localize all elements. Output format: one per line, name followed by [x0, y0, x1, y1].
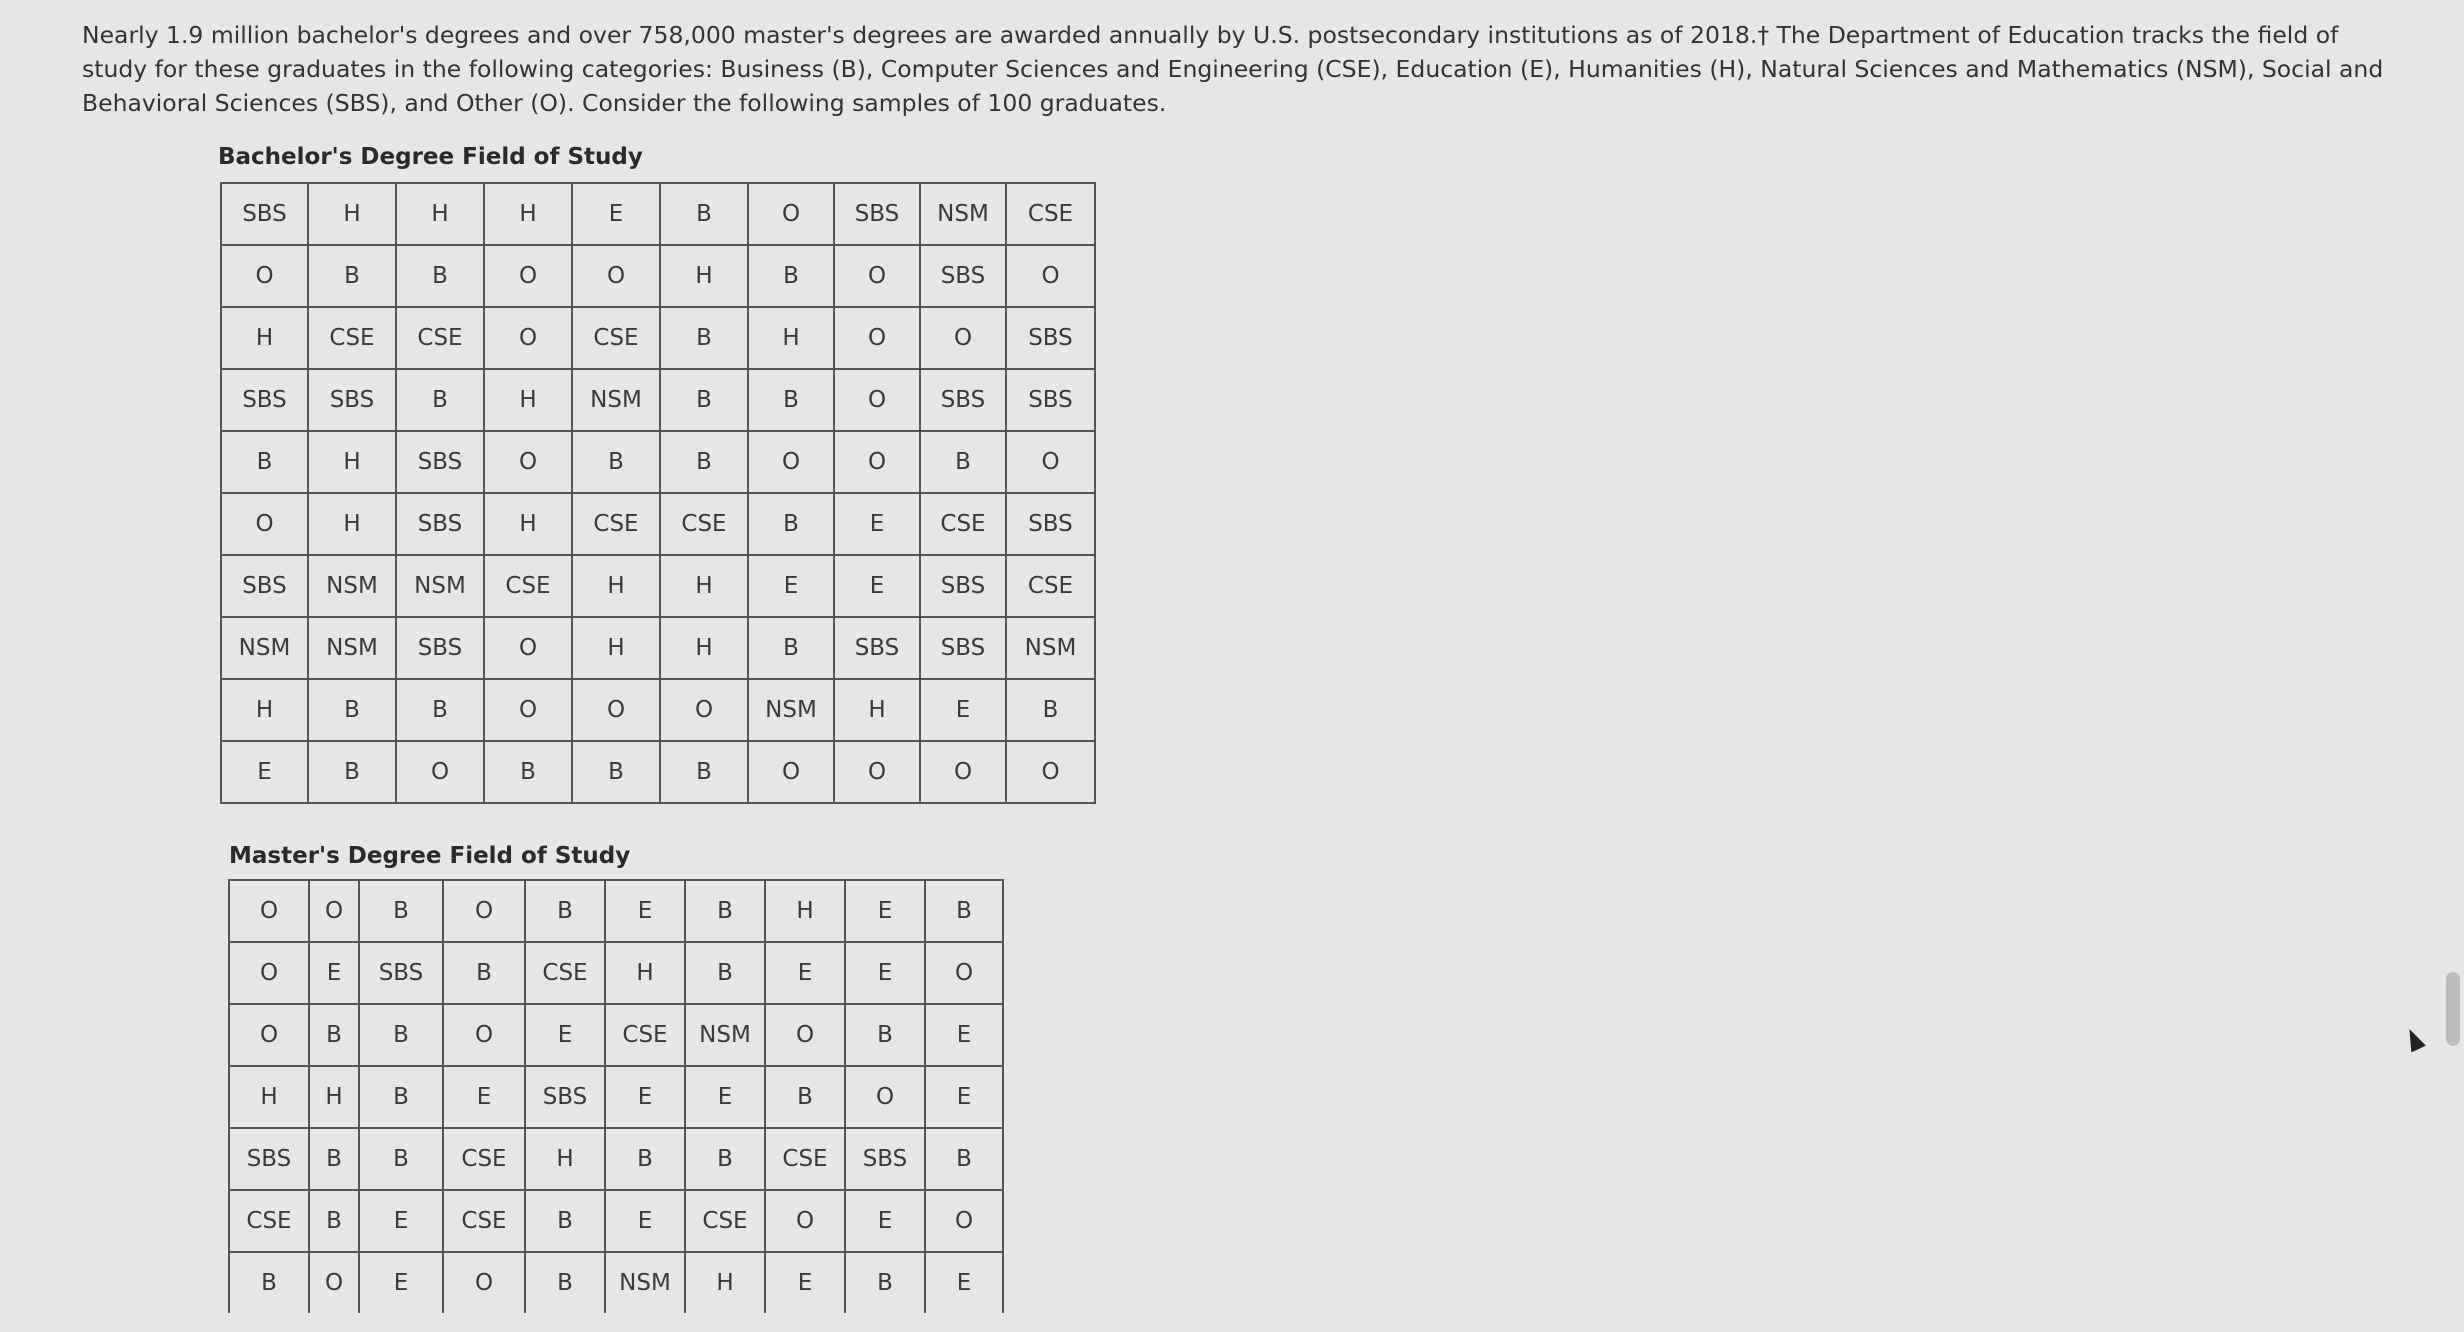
table-cell: H: [229, 1066, 309, 1128]
table-row: [229, 880, 1003, 942]
table-row: [229, 1252, 1003, 1313]
table-cell: O: [748, 741, 834, 803]
table-cell: H: [484, 369, 572, 431]
table-cell: NSM: [308, 555, 396, 617]
table-cell: CSE: [525, 942, 605, 1004]
table-cell: CSE: [308, 307, 396, 369]
table-cell: O: [309, 1252, 359, 1313]
table-cell: O: [443, 1004, 525, 1066]
table-cell: B: [484, 741, 572, 803]
table-cell: H: [660, 617, 748, 679]
table-cell: CSE: [765, 1128, 845, 1190]
table-cell: B: [748, 617, 834, 679]
table-cell: O: [229, 942, 309, 1004]
table-cell: O: [1006, 245, 1095, 307]
table-cell: B: [396, 245, 484, 307]
table-cell: O: [834, 741, 920, 803]
table-cell: SBS: [920, 369, 1006, 431]
table-cell: H: [605, 942, 685, 1004]
table-cell: O: [834, 369, 920, 431]
table-row: [221, 617, 1095, 679]
table-cell: SBS: [1006, 493, 1095, 555]
table-cell: SBS: [920, 245, 1006, 307]
table-cell: SBS: [1006, 307, 1095, 369]
table-cell: B: [660, 183, 748, 245]
table-cell: O: [309, 880, 359, 942]
table-cell: NSM: [685, 1004, 765, 1066]
table-cell: B: [748, 493, 834, 555]
table-cell: CSE: [484, 555, 572, 617]
table-cell: E: [309, 942, 359, 1004]
table-cell: E: [359, 1190, 443, 1252]
table-cell: O: [443, 1252, 525, 1313]
table-cell: E: [925, 1252, 1003, 1313]
table-cell: SBS: [396, 431, 484, 493]
table-cell: E: [765, 1252, 845, 1313]
table-row: [221, 183, 1095, 245]
table-cell: CSE: [605, 1004, 685, 1066]
table-row: [221, 741, 1095, 803]
table-cell: B: [748, 369, 834, 431]
table-cell: H: [221, 679, 308, 741]
table-cell: B: [221, 431, 308, 493]
table-row: [229, 1128, 1003, 1190]
table-cell: H: [309, 1066, 359, 1128]
table-cell: O: [920, 741, 1006, 803]
table-cell: SBS: [396, 617, 484, 679]
table-cell: O: [1006, 431, 1095, 493]
table-cell: O: [484, 307, 572, 369]
table-cell: NSM: [396, 555, 484, 617]
table-cell: H: [221, 307, 308, 369]
table-cell: O: [229, 880, 309, 942]
table-cell: SBS: [396, 493, 484, 555]
table-cell: B: [443, 942, 525, 1004]
table-cell: O: [443, 880, 525, 942]
table-cell: E: [443, 1066, 525, 1128]
table-cell: O: [748, 431, 834, 493]
table-cell: SBS: [221, 555, 308, 617]
table-cell: E: [834, 555, 920, 617]
table-cell: B: [309, 1190, 359, 1252]
table-cell: O: [572, 245, 660, 307]
table-cell: SBS: [920, 617, 1006, 679]
table-cell: B: [359, 1004, 443, 1066]
bachelor-degree-table: [220, 182, 1096, 804]
table-cell: E: [765, 942, 845, 1004]
table-cell: B: [748, 245, 834, 307]
table-cell: O: [834, 307, 920, 369]
table-cell: CSE: [443, 1128, 525, 1190]
table-row: [221, 307, 1095, 369]
table-cell: B: [359, 880, 443, 942]
table-cell: H: [572, 617, 660, 679]
table-cell: O: [660, 679, 748, 741]
table-cell: H: [660, 245, 748, 307]
table-row: [221, 431, 1095, 493]
scrollbar-thumb[interactable]: [2446, 972, 2460, 1046]
table-cell: H: [748, 307, 834, 369]
table-cell: O: [396, 741, 484, 803]
table-cell: O: [845, 1066, 925, 1128]
table-row: [221, 245, 1095, 307]
table-cell: H: [685, 1252, 765, 1313]
table-cell: CSE: [920, 493, 1006, 555]
table-cell: H: [308, 493, 396, 555]
table-cell: SBS: [229, 1128, 309, 1190]
table-cell: E: [920, 679, 1006, 741]
table-cell: B: [525, 1252, 605, 1313]
table-cell: E: [748, 555, 834, 617]
table-cell: B: [308, 245, 396, 307]
table-cell: CSE: [572, 307, 660, 369]
table-cell: O: [484, 617, 572, 679]
table-cell: E: [605, 1190, 685, 1252]
table-cell: O: [221, 245, 308, 307]
table-cell: E: [605, 1066, 685, 1128]
table-cell: H: [572, 555, 660, 617]
table-row: [221, 493, 1095, 555]
mouse-pointer-icon: [2402, 1026, 2426, 1053]
table-row: [229, 942, 1003, 1004]
table-cell: H: [308, 431, 396, 493]
table-cell: B: [925, 1128, 1003, 1190]
table-cell: H: [308, 183, 396, 245]
table-cell: CSE: [660, 493, 748, 555]
table-cell: B: [685, 1128, 765, 1190]
table-row: [221, 555, 1095, 617]
table-cell: O: [229, 1004, 309, 1066]
table-cell: O: [572, 679, 660, 741]
table-cell: SBS: [845, 1128, 925, 1190]
table-cell: B: [229, 1252, 309, 1313]
table-cell: H: [484, 183, 572, 245]
table-cell: H: [765, 880, 845, 942]
table-cell: SBS: [920, 555, 1006, 617]
table-row: [229, 1066, 1003, 1128]
table-cell: SBS: [221, 369, 308, 431]
bachelor-table-title: Bachelor's Degree Field of Study: [218, 144, 643, 170]
table-cell: H: [834, 679, 920, 741]
table-cell: B: [308, 679, 396, 741]
table-cell: SBS: [1006, 369, 1095, 431]
table-cell: B: [660, 369, 748, 431]
table-cell: B: [660, 431, 748, 493]
table-cell: NSM: [748, 679, 834, 741]
table-cell: O: [484, 431, 572, 493]
table-cell: E: [925, 1066, 1003, 1128]
table-cell: B: [845, 1252, 925, 1313]
table-cell: E: [359, 1252, 443, 1313]
table-cell: E: [925, 1004, 1003, 1066]
table-cell: E: [605, 880, 685, 942]
table-cell: O: [221, 493, 308, 555]
table-cell: NSM: [308, 617, 396, 679]
table-cell: B: [572, 741, 660, 803]
table-cell: E: [525, 1004, 605, 1066]
table-cell: H: [484, 493, 572, 555]
table-cell: B: [396, 369, 484, 431]
table-cell: B: [359, 1066, 443, 1128]
table-cell: H: [660, 555, 748, 617]
table-cell: NSM: [920, 183, 1006, 245]
master-degree-table: [228, 879, 1004, 1313]
table-cell: B: [396, 679, 484, 741]
table-cell: NSM: [221, 617, 308, 679]
table-cell: B: [685, 880, 765, 942]
table-cell: O: [748, 183, 834, 245]
table-row: [229, 1190, 1003, 1252]
table-cell: B: [685, 942, 765, 1004]
table-cell: O: [834, 431, 920, 493]
table-cell: SBS: [308, 369, 396, 431]
table-cell: B: [359, 1128, 443, 1190]
table-cell: E: [685, 1066, 765, 1128]
table-row: [229, 1004, 1003, 1066]
table-cell: CSE: [229, 1190, 309, 1252]
table-cell: CSE: [443, 1190, 525, 1252]
table-cell: B: [660, 307, 748, 369]
table-cell: SBS: [221, 183, 308, 245]
table-cell: B: [1006, 679, 1095, 741]
table-cell: B: [845, 1004, 925, 1066]
table-cell: B: [572, 431, 660, 493]
table-cell: E: [845, 1190, 925, 1252]
table-cell: E: [572, 183, 660, 245]
intro-paragraph: Nearly 1.9 million bachelor's degrees and over 758,000 master's degrees are awarded annually by U.S. postsecondary institutions as of 2018.† The Department of Education tracks the field of study for these graduates in the following categories: Business (B), Computer Sciences and Engineering (CSE), Education (E), Humanities (H), Natural Sciences and Mathematics (NSM), Social and Behavioral Sciences (SBS), and Other (O). Consider the following samples of 100 graduates.: [82, 21, 2384, 117]
table-cell: B: [765, 1066, 845, 1128]
table-cell: B: [309, 1004, 359, 1066]
table-cell: O: [925, 942, 1003, 1004]
table-cell: B: [525, 880, 605, 942]
table-cell: E: [221, 741, 308, 803]
table-cell: SBS: [525, 1066, 605, 1128]
table-cell: H: [525, 1128, 605, 1190]
table-cell: O: [484, 245, 572, 307]
table-cell: SBS: [359, 942, 443, 1004]
table-cell: B: [920, 431, 1006, 493]
table-cell: B: [925, 880, 1003, 942]
table-cell: O: [925, 1190, 1003, 1252]
table-cell: B: [660, 741, 748, 803]
table-cell: NSM: [572, 369, 660, 431]
table-cell: NSM: [605, 1252, 685, 1313]
table-cell: H: [396, 183, 484, 245]
table-row: [221, 679, 1095, 741]
table-cell: CSE: [572, 493, 660, 555]
table-cell: O: [765, 1190, 845, 1252]
table-cell: NSM: [1006, 617, 1095, 679]
master-table-title: Master's Degree Field of Study: [229, 843, 631, 869]
table-cell: O: [1006, 741, 1095, 803]
table-row: [221, 369, 1095, 431]
table-cell: O: [920, 307, 1006, 369]
table-cell: CSE: [1006, 555, 1095, 617]
table-cell: CSE: [396, 307, 484, 369]
table-cell: E: [845, 880, 925, 942]
table-cell: CSE: [685, 1190, 765, 1252]
table-cell: B: [605, 1128, 685, 1190]
table-cell: B: [309, 1128, 359, 1190]
table-cell: B: [525, 1190, 605, 1252]
table-cell: SBS: [834, 183, 920, 245]
table-cell: B: [308, 741, 396, 803]
table-cell: E: [845, 942, 925, 1004]
table-cell: CSE: [1006, 183, 1095, 245]
table-cell: O: [834, 245, 920, 307]
table-cell: O: [484, 679, 572, 741]
table-cell: E: [834, 493, 920, 555]
table-cell: SBS: [834, 617, 920, 679]
table-cell: O: [765, 1004, 845, 1066]
